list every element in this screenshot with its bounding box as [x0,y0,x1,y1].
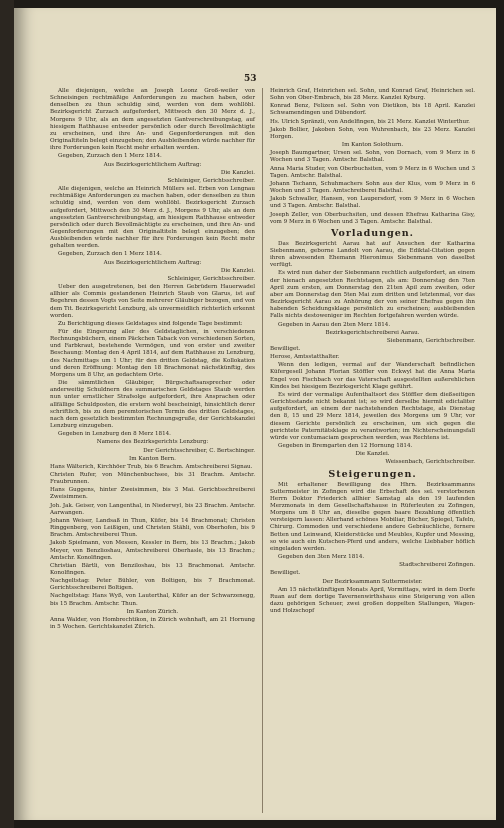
text-paragraph: Joseph Zeller, von Oberbuchsiten, und dessen Ehefrau Katharina Gisy, vom 9 Merz in 6 Wochen und 3 Tagen. Amtschr. Balsthal. [270,211,475,225]
text-paragraph: Stadtschreiberei Zofingen. [399,562,475,569]
text-paragraph: Jakob Spielmann, von Messen, Kessler in Bern, bis 13 Brachm.; Jakob Meyer, von Benzlioshau, Amtschreiberei Oberhasle, bis 13 Brachm.; Amtschr. Konolfingen. [50,540,255,561]
text-paragraph: Es wird der vermalige Aufenthaltsort des Stöffler dem dießseitigen Gerichtsstande nicht bekannt ist; so wird derselbe hiermit edictaliter aufgefordert, an einem der nachstehenden Rechtstage, als Dienstag den 8, 15 und 29 Merz 1814, jeweilen des Morgens um 9 Uhr, vor diesem Gerichte persönlich zu erscheinen, um sich gegen die gerichtete Paternitätsklage zu verantworten; im Nichterscheinungsfall würde vor contumaciam gesprochen werden, was Rechtens ist. [270,391,475,441]
page-number: 53 [244,74,257,84]
newspaper-page [14,8,496,820]
text-paragraph: Jakob Schwaller, Hansen, von Laupersdorf, vom 9 Merz in 6 Wochen und 3 Tagen. Amtschr. Balsthal. [270,196,475,210]
text-paragraph: Nachgeltstag: Peter Bühler, von Boltigen, bis 7 Brachmonat. Gerichtsschreiberei Boltigen. [50,578,255,592]
text-paragraph: Aus Bezirksgerichtlichem Auftrag: [103,259,202,266]
text-paragraph: Gegeben, Zurzach den 1 Merz 1814. [58,153,162,160]
text-paragraph: Die Kanzlei. [355,451,390,458]
text-paragraph: Anna Walder, von Hombrechtikon, in Zürich wohnhaft, am 21 Hornung in 5 Wochen. Gerichtskanzlei Zürich. [50,616,255,631]
text-paragraph: Mit erhaltener Bewilligung des Hhrn. Bezirksammanns Suttermeister in Zofingen wird die Erbschaft des sel. verstorbenen Herrn Doktor Friederich allhier Samstag als den 19 laufenden Merzmonats in dem Gesellschaftshause in Rüferleuten zu Zofingen, Morgens um 8 Uhr an, dieselbe gegen baare Bezahlung öffentlich versteigern lassen: Allerhand schönes Mobiliar, Bücher, Spiegel, Tafeln, Chirurg. Commoden und verschiedene andere Gebräuchliche, fernere Betten und Leinwand, Kleiderstücke und Meubles, Kupfer und Messing, so wie auch ein Kutschen-Pferd und anders, welche Liebhaber höflich eingeladen werden. [270,481,475,552]
text-paragraph: Siebenmann, Gerichtschreiber. [386,337,475,344]
text-paragraph: Christian Bärtli, von Benziloshau, bis 13 Brachmonat. Amtschr. Konolfingen. [50,562,255,576]
text-paragraph: Schleiniger, Gerichtsschreiber. [167,177,255,184]
text-paragraph: Hans Guggens, hinter Zweisimmen, bis 3 Mai. Gerichtsschreiberei Zweisimmen. [50,487,255,501]
section-heading: Vorladungen. [331,227,414,239]
text-paragraph: Joseph Baumgartner, Ursen sel. Sohn, von Dornach, vom 9 Merz in 6 Wochen und 3 Tagen. Amtschr. Balsthal. [270,150,475,164]
text-paragraph: Weissenbach, Gerichtschreiber. [385,459,475,466]
text-paragraph: Gegeben, Zurzach den 1 Merz 1814. [58,251,162,258]
text-paragraph: Christen Rufer, von Münchenbuchsee, bis 31 Brachm. Amtschr. Fraubrunnen. [50,471,255,486]
book-gutter [0,0,14,828]
text-paragraph: Konrad Benz, Felizen sel. Sohn von Dietikon, bis 18 April. Kanzlei Schwamendingen und Dübendorf. [270,103,475,117]
text-paragraph: Wenn den ledigen, vermal auf der Wanderschaft befindlichen Küfergesell Johann Florian Stöffler von Eckwyl hat die Anna Maria Engel von Fischbach vor das Vaterschaft ausgestellten außerehlichen Kindes bei hiesigem Bezirksgericht Klage geführt. [270,362,475,390]
text-paragraph: Joh. Jak. Geiser, von Langenthal, in Niederwyl, bis 23 Brachm. Amtschr. Aarwangen. [50,502,255,516]
text-paragraph: Das Bezirksgericht Aarau hat auf Ansuchen der Katharina Siebenmann, geborne Landolt von Aarau, die Ediktal-Citation gegen ihren abwesenden Ehemann Hieronimus Siebenmann von daselbst verfügt. [270,240,475,269]
right-column [270,88,475,616]
text-paragraph: Der Gerichtsschreiber, C. Bertschinger. [143,447,255,454]
text-paragraph: Es wird nun daher der Siebenmann rechtlich aufgefordert, an einem der hienach angesetzten Rechtstagen, als am: Donnerstag den 7ten April zum ersten, am Donnerstag den 21ten Apil zum zweiten, oder aber am Donnerstag den 5ten Mai zum dritten und letztenmal, vor das Bezirksgericht Aarau zu Anhörung der von seiner Ehefrau gegen ihn habenden Scheidungsklage persönlich zu erscheinen; ausbleibenden Falls nichts destoweniger im Rechten fortgefahren werden würde. [270,270,475,320]
section-heading: Steigerungen. [328,468,417,480]
text-paragraph: Anna Maria Studer, von Oberbuchsiten, vom 9 Merz in 6 Wochen und 3 Tagen. Amtschr. Balsthal. [270,165,475,179]
text-paragraph: Am 15 nächstkünftigen Monats April, Vormittags, wird in dem Dorfe Ruan auf dem dortige Tavernenwirthshaus eine Steigerung von allen dazu gehörigen Scheuer, zwei großen doppelten Stallungen, Wagen- und Holzschopf [270,586,475,615]
text-paragraph: Die Kanzlei. [220,169,255,176]
text-paragraph: Hans Wälterich, Kirchhöer Trub, bis 6 Brachm. Amtschreiberei Signau. [50,463,253,470]
text-paragraph: Ueber den ausgetretenen, bei den Herren Gebrüdern Hauerwadel allhier als Commis gestandenen Heinrich Staub von Glarus, ist auf Begehren dessen Vogts von Seite mehrerer Gläubiger bezogen, und von dem Tit. Bezirksgericht Lenzburg, als unvermeidlich richterlich erkennt worden. [50,284,255,319]
text-paragraph: Hs. Ulrich Spränzli, von Andelfingen, bis 21 Merz. Kanzlei Winterthur. [270,118,470,125]
text-paragraph: Alle diejenigen, welche an Heinrich Müllers sel. Erben von Lengnau rechtmäßige Anforderungen zu machen haben, oder denselben zu thun schuldig sind, werden von dem wohllöbl. Bezirksgericht Zurzach aufgefordert, Mittwoch den 30 Merz d. J., Morgens 9 Uhr, als an dem angesetzten Gantverschreibungstag, am hiesigem Rathhause entweder persönlich oder durch Bevollmächtigte zu erscheinen, und ihre An- und Gegenforderungen mit den Originaltiteln belegt einzugeben; den Ausbleibenden würde nachher für ihre Forderungen kein Recht mehr gehalten werden. [50,186,255,250]
text-paragraph: Für die Eingerung aller des Geldstaglichen, in verschiedenen Rechnungsbüchern, einem Päckchen Taback von verschiedenen Sorten, und Farbkraut, bestehende Vermögen, und von erster und zweiter Beschaung: Montag den 4 April 1814, auf dem Rathhause zu Lenzburg, des Nachmittags um 1 Uhr; für den dritten Geldstag, die Kollokation und deren Eröffnung: Montag den 18 Brachmonat nächstkünftig, des Morgens um 8 Uhr, an gedachtem Orte. [50,329,255,378]
text-paragraph: Schleiniger, Gerichtsschreiber. [167,275,255,282]
text-paragraph: Im Kanton Zürich. [126,608,179,615]
text-paragraph: Im Kanton Bern. [129,455,176,462]
text-paragraph: Nachgeltstag: Hans Wyß, von Lauterthal, Küfer an der Schwarzenegg, bis 15 Brachm. Amtschr. Thun. [50,593,255,607]
text-paragraph: Gegeben den 3ten Merz 1814. [278,554,365,561]
text-paragraph: Jakob Bollier, Jakoben Sohn, von Wuhrenbach, bis 23 Merz. Kanzlei Horgen. [270,126,475,140]
text-paragraph: Johann Weiser, Landsaß in Thun, Küfer, bis 14 Brachmonat; Christen Ringgenberg, von Leißigen, und Christen Stähli, von Oberhofen, bis 9 Brachm. Amtschreiberei Thun. [50,517,255,539]
column-divider [262,88,263,813]
text-paragraph: Im Kanton Solothurn. [341,142,404,149]
text-paragraph: Die sämmtlichen Gläubiger, Bürgschaftsansprecher oder anderweitig Schuldnern des summarischen Geldstages Staub werden nun unter ernstlicher Strafsolge aufgefordert, ihre Ansprachen oder allfällige Schuldposten, die erstern wohl bescheinigt, hinsichtlich derer schriftlich, bis zu dem peremtorischen Termin des dritten Geldstages, nach dem gesetzlich bestimmten Rechnungsgruße, der Gerichtskanzlei Lenzburg einzugeben. [50,380,255,430]
text-paragraph: Gegeben in Bremgarten den 12 Hornung 1814. [278,443,413,450]
text-paragraph: Gegeben in Lenzburg den 8 Merz 1814. [58,431,171,438]
text-paragraph: Bewilliget. [270,346,301,352]
text-paragraph: Der Bezirksammann Suttermeister. [322,578,423,585]
text-paragraph: Gegeben in Aarau den 2ten Merz 1814. [278,321,391,328]
text-paragraph: Heinrich Graf, Heinrichen sel. Sohn, und Konrad Graf, Heinrichen sel. Sohn von Ober-Embrach, bis 28 Merz. Kanzlei Kyburg. [270,88,475,102]
text-paragraph: Zu Berichtigung dieses Geldstages sind folgende Tage bestimmt: [58,320,243,327]
text-paragraph: Die Kanzlei. [220,267,255,274]
text-paragraph: Bewilliget. [270,570,301,577]
text-paragraph: Namens des Bezirksgerichts Lenzburg: [96,439,209,446]
text-paragraph: Johann Tschann, Schuhmachers Sohn aus der Klus, vom 9 Merz in 6 Wochen und 3 Tagen. Amtschreiberei Balsthal. [270,180,475,195]
left-column [50,88,255,632]
text-paragraph: Herose, Amtsstatthalter. [270,354,340,361]
text-paragraph: Alle diejenigen, welche an Joseph Leonz Groß-weiler von Schneisingen rechtmäßige Anforderungen zu machen haben, oder denselben zu thun schuldig sind, werden von dem wohllöbl. Bezirksgericht Zurzach aufgefordert, Mittwoch den 30 Merz d. J., Morgens 9 Uhr, als an dem angesetzten Gantverschreibungstag, auf hiesigem Rathhause entweder persönlich oder durch Bevollmächtigte zu erscheinen, und ihre An- und Gegenforderungen mit den Originaltiteln belegt einzugeben; den Ausbleibenden würde nachher für ihre Forderungen kein Recht mehr erhalten werden. [50,88,255,152]
text-paragraph: Aus Bezirksgerichtlichem Auftrag: [103,161,202,168]
text-paragraph: Bezirksgerichtschreiberei Aarau. [325,329,420,336]
